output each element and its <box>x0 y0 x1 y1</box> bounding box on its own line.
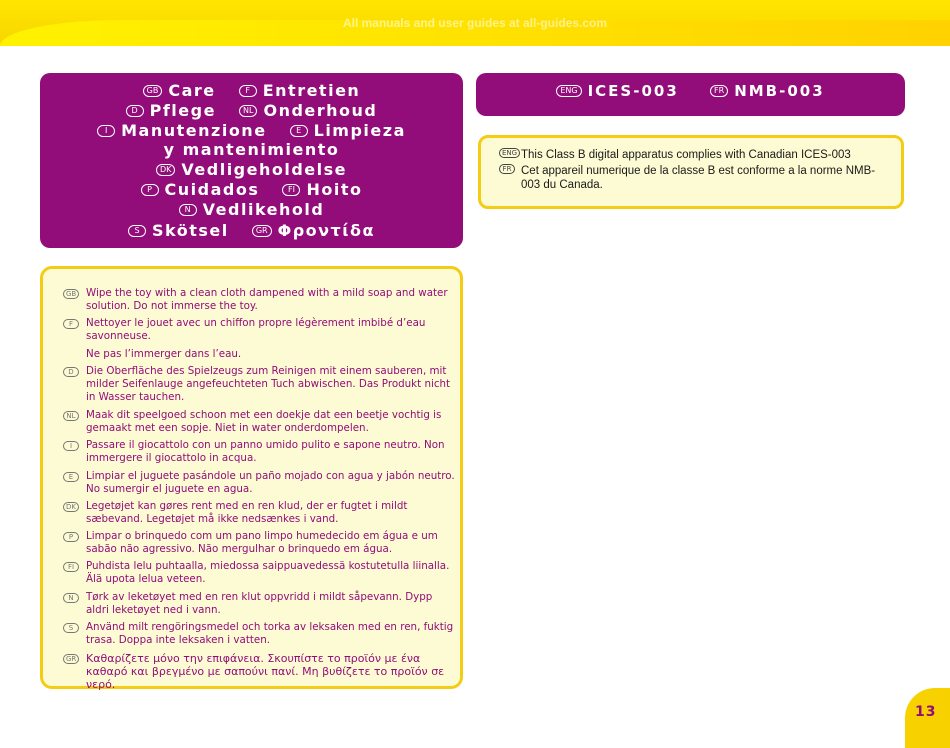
title-line <box>40 180 463 200</box>
compliance-notice <box>478 135 904 209</box>
language-badge: P <box>141 184 159 196</box>
language-badge: NL <box>63 411 79 421</box>
title-line <box>40 81 463 101</box>
title-text: Limpieza <box>313 121 406 140</box>
notice-text: This Class B digital apparatus complies with Canadian ICES-003 <box>521 149 851 161</box>
language-badge: E <box>290 125 308 137</box>
instruction-text: Die Oberfläche des Spielzeugs zum Reinigen mit einem sauberen, mit milder Seifenlauge angefeuchteten Tuch abwischen. Das Produkt nicht in Wasser tauchen. <box>86 365 451 404</box>
title-text: Entretien <box>262 81 361 100</box>
instruction-text: Ne pas l’immerger dans l’eau. <box>86 348 242 360</box>
instruction-text: Tørk av leketøyet med en ren klut oppvridd i mildt såpevann. Dypp aldri leketøyet ned i vann. <box>86 591 433 617</box>
ices-title-panel <box>476 73 905 116</box>
care-title-panel <box>40 73 463 248</box>
title-line <box>40 101 463 121</box>
notice-text: Cet appareil numerique de la classe B est conforme a la norme NMB-003 du Canada. <box>521 165 876 191</box>
instruction-text: Nettoyer le jouet avec un chiffon propre légèrement imbibé d’eau savonneuse. <box>86 317 426 343</box>
language-badge: FI <box>282 184 300 196</box>
title-line <box>40 200 463 220</box>
page-number: 13 <box>915 704 937 720</box>
language-badge: D <box>126 105 144 117</box>
language-badge: NL <box>239 105 257 117</box>
title-pair <box>239 101 377 120</box>
language-badge: D <box>63 367 79 377</box>
notice-item <box>499 164 879 191</box>
language-badge: S <box>63 623 79 633</box>
title-pair <box>156 160 347 179</box>
title-pair <box>164 140 340 159</box>
instruction-text: Puhdista lelu puhtaalla, miedossa saippuavedessä kostutetulla liinalla. Älä upota lelua veteen. <box>86 560 450 586</box>
title-text: Vedlikehold <box>202 200 325 219</box>
instruction-text: Passare il giocattolo con un panno umido pulito e sapone neutro. Non immergere il giocattolo in acqua. <box>86 439 445 465</box>
notice-item <box>499 148 879 162</box>
language-badge: FI <box>63 562 79 572</box>
language-badge: FR <box>499 164 515 174</box>
care-instructions-panel <box>40 266 463 692</box>
language-badge: E <box>63 472 79 482</box>
title-pair <box>179 200 325 219</box>
title-pair <box>252 221 375 240</box>
title-text: Onderhoud <box>263 101 378 120</box>
title-text: Cuidados <box>164 180 260 199</box>
title-text: Skötsel <box>152 221 229 240</box>
language-badge: GB <box>63 289 79 299</box>
title-line <box>40 160 463 180</box>
title-pair <box>239 81 361 100</box>
title-text: Φροντίδα <box>277 221 375 240</box>
title-pair <box>126 101 216 120</box>
instruction-text: Limpar o brinquedo com um pano limpo humedecido em água e um sabão não agressivo. Não mergulhar o brinquedo em água. <box>86 530 438 556</box>
top-banner <box>0 0 950 46</box>
language-badge: I <box>97 125 115 137</box>
language-badge: GR <box>63 654 79 664</box>
title-text: Manutenzione <box>121 121 267 140</box>
title-pair <box>290 121 406 140</box>
language-badge: ENG <box>556 85 581 97</box>
title-line <box>40 121 463 141</box>
instruction-text: Legetøjet kan gøres rent med en ren klud, der er fugtet i mildt sæbevand. Legetøjet må ikke nedsænkes i vand. <box>86 500 408 526</box>
title-pair <box>97 121 266 140</box>
instruction-text: Använd milt rengöringsmedel och torka av leksaken med en ren, fuktig trasa. Doppa inte leksaken i vatten. <box>86 621 454 647</box>
instruction-text: Maak dit speelgoed schoon met een doekje dat een beetje vochtig is gemaakt met een sopje. Niet in water onderdompelen. <box>86 409 442 435</box>
language-badge: DK <box>63 502 79 512</box>
language-badge: N <box>63 593 79 603</box>
title-pair <box>141 180 260 199</box>
language-badge: GR <box>252 225 272 237</box>
title-text: Pflege <box>149 101 216 120</box>
language-badge: N <box>179 204 197 216</box>
language-badge: F <box>239 85 257 97</box>
ices-pair <box>556 73 678 109</box>
title-line <box>40 140 463 160</box>
title-pair <box>282 180 362 199</box>
watermark-text: All manuals and user guides at all-guides.com <box>342 16 608 30</box>
language-badge: F <box>63 319 79 329</box>
instruction-text: Limpiar el juguete pasándole un paño mojado con agua y jabón neutro. No sumergir el juguete en agua. <box>86 470 455 496</box>
language-badge: GB <box>143 85 163 97</box>
language-badge: S <box>128 225 146 237</box>
language-badge: DK <box>156 164 175 176</box>
language-badge: P <box>63 532 79 542</box>
language-badge: ENG <box>499 148 520 158</box>
title-text: Hoito <box>306 180 363 199</box>
ices-text: NMB-003 <box>734 82 825 100</box>
title-pair <box>143 81 216 100</box>
language-badge: I <box>63 441 79 451</box>
title-text: Vedligeholdelse <box>181 160 348 179</box>
title-pair <box>128 221 229 240</box>
title-text: y mantenimiento <box>163 140 340 159</box>
title-line <box>40 221 463 241</box>
title-text: Care <box>168 81 216 100</box>
instruction-text: Καθαρίζετε μόνο την επιφάνεια. Σκουπίστε το προϊόν με ένα καθαρό και βρεγμένο με σαπούνι πανί. Μη βυθίζετε το προϊόν σε νερό. <box>86 652 445 692</box>
language-badge: FR <box>710 85 728 97</box>
ices-pair <box>710 73 825 109</box>
instruction-text: Wipe the toy with a clean cloth dampened with a mild soap and water solution. Do not immerse the toy. <box>86 287 448 313</box>
ices-text: ICES-003 <box>587 82 679 100</box>
